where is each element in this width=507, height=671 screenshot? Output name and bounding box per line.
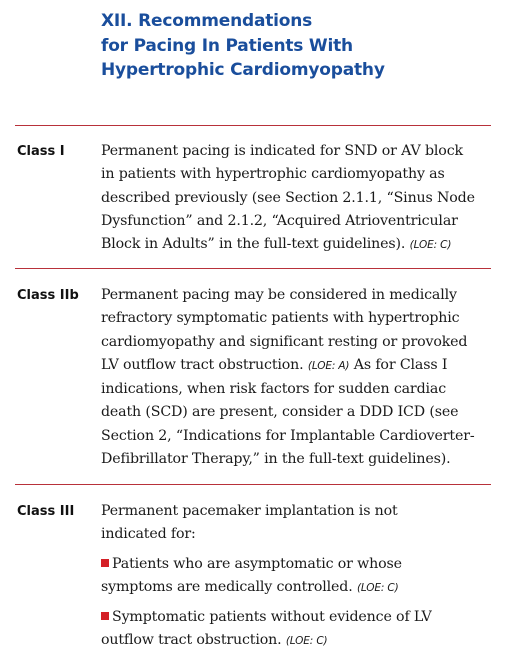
- text-line: in patients with hypertrophic cardiomyopathy as: [101, 166, 445, 183]
- text-line: [101, 233, 496, 257]
- recommendation-class-iii: [101, 500, 496, 654]
- text-line: Permanent pacemaker implantation is not: [101, 503, 398, 519]
- loe-label: (LOE: C): [356, 581, 399, 594]
- recommendation-class-iib: [101, 284, 496, 471]
- text-line: refractory symptomatic patients with hypertrophic: [101, 310, 460, 327]
- recommendation-class-i: [101, 140, 496, 257]
- title-line-3: Hypertrophic Cardiomyopathy: [101, 60, 385, 80]
- section-divider: [15, 268, 491, 269]
- square-bullet-icon: [101, 559, 109, 567]
- text-line: [101, 629, 496, 653]
- page-title: [101, 9, 501, 83]
- class-label-iii: Class III: [17, 504, 75, 519]
- text-line: death (SCD) are present, consider a DDD ICD (see: [101, 404, 459, 421]
- title-line-1: XII. Recommendations: [101, 11, 313, 31]
- text-line: Defibrillator Therapy,” in the full-text guidelines).: [101, 451, 451, 468]
- loe-label: (LOE: C): [409, 239, 452, 252]
- text-line: described previously (see Section 2.1.1, “Sinus Node: [101, 189, 475, 206]
- text-line: Permanent pacing is indicated for SND or AV block: [101, 143, 463, 159]
- text-line: cardiomyopathy and significant resting or provoked: [101, 333, 468, 350]
- loe-label: (LOE: C): [285, 635, 328, 648]
- square-bullet-icon: [101, 612, 109, 620]
- bullet-item: [101, 553, 496, 576]
- text-span: outflow tract obstruction.: [101, 632, 282, 649]
- class-label-i: Class I: [17, 144, 65, 159]
- text-line: [101, 354, 496, 378]
- text-line: Permanent pacing may be considered in medically: [101, 287, 457, 303]
- text-line: Section 2, “Indications for Implantable Cardioverter-: [101, 427, 475, 444]
- section-divider: [15, 125, 491, 126]
- text-line: [101, 576, 496, 600]
- text-span: As for Class I: [353, 356, 448, 373]
- text-span: Patients who are asymptomatic or whose: [112, 555, 402, 572]
- text-span: LV outflow tract obstruction.: [101, 356, 304, 373]
- text-line: indications, when risk factors for sudden cardiac: [101, 381, 446, 398]
- text-span: Block in Adults” in the full-text guidelines).: [101, 236, 406, 253]
- section-divider: [15, 484, 491, 485]
- loe-label: (LOE: A): [307, 359, 350, 372]
- bullet-item: [101, 606, 496, 629]
- text-span: Symptomatic patients without evidence of LV: [112, 609, 432, 626]
- text-span: symptoms are medically controlled.: [101, 578, 353, 595]
- text-line: Dysfunction” and 2.1.2, “Acquired Atrioventricular: [101, 212, 458, 229]
- title-line-2: for Pacing In Patients With: [101, 35, 353, 56]
- class-label-iib: Class IIb: [17, 288, 79, 303]
- text-line: indicated for:: [101, 526, 196, 543]
